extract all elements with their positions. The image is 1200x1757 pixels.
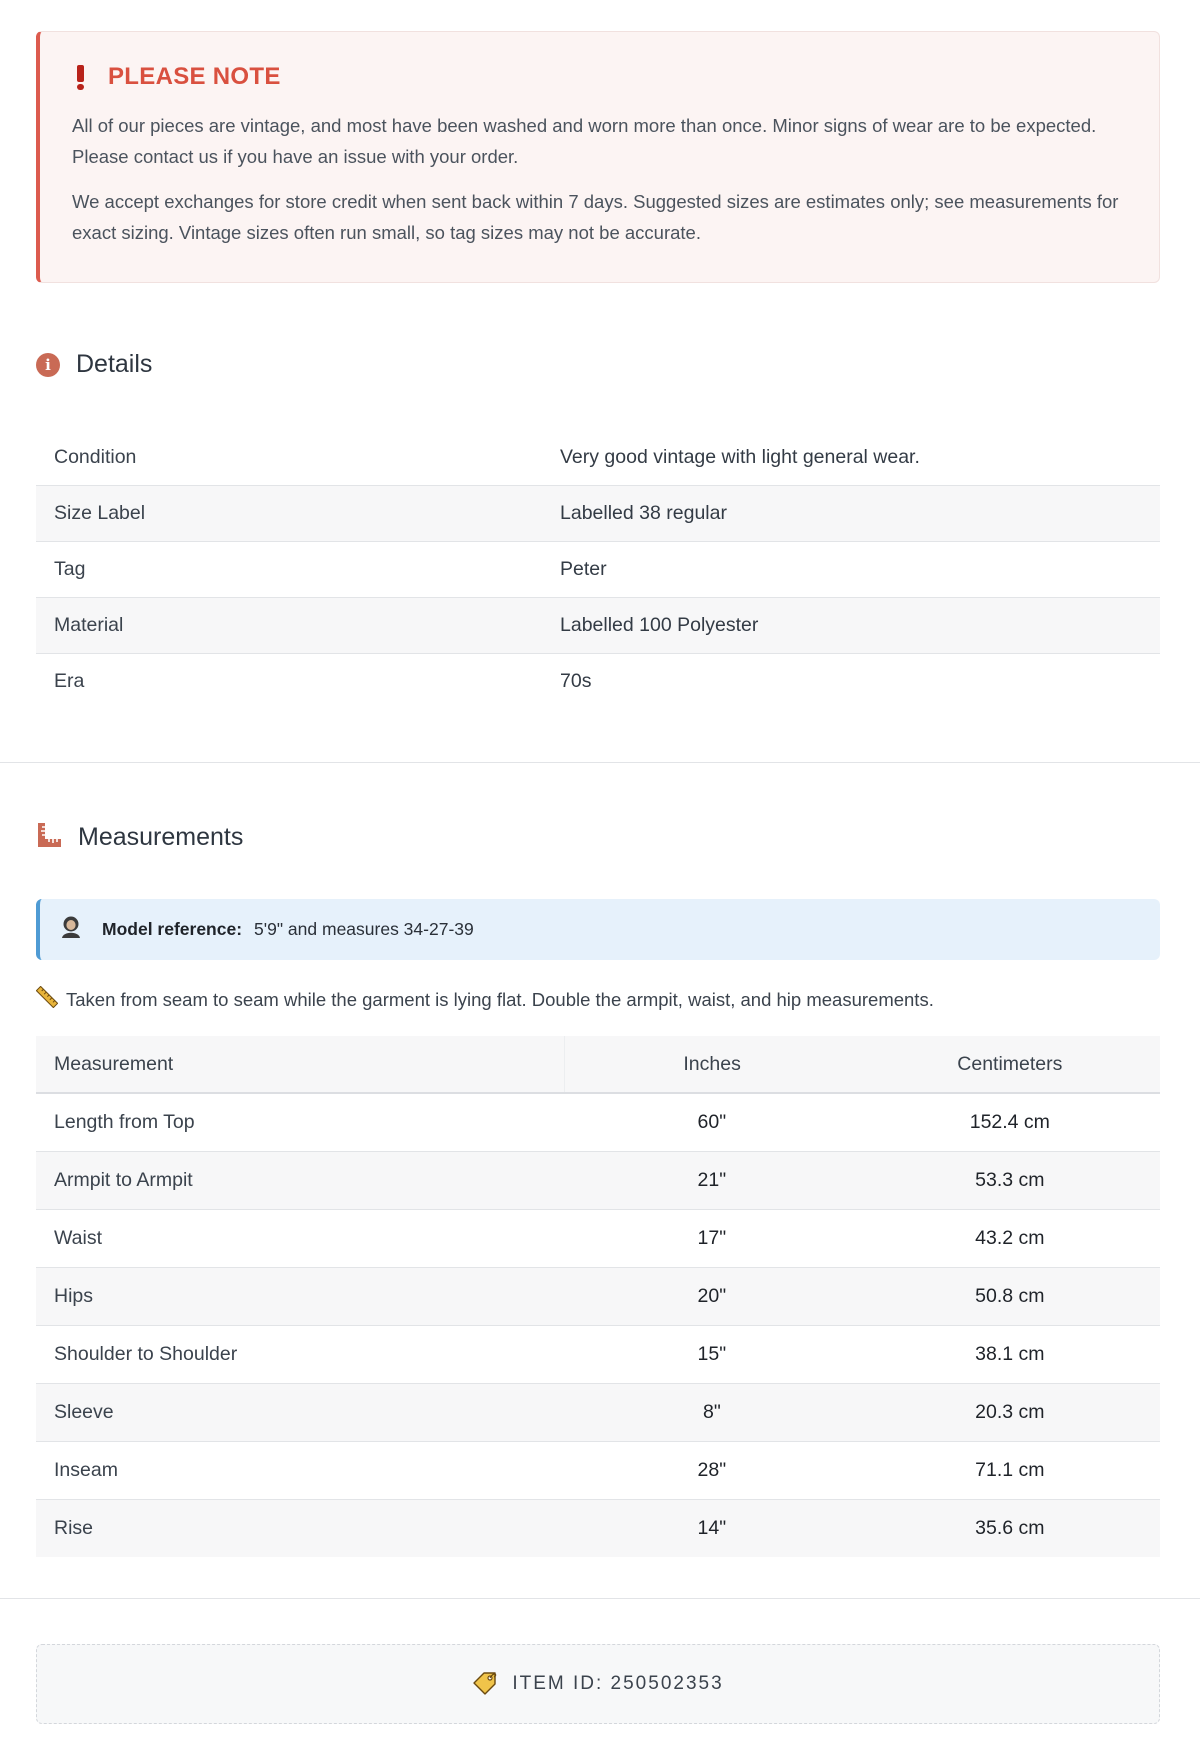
details-heading — [36, 350, 152, 379]
measurement-inches: 15" — [564, 1326, 860, 1384]
table-row — [36, 486, 1160, 542]
table-header-row — [36, 1036, 1160, 1093]
table-row — [36, 598, 1160, 654]
measurement-note-text: Taken from seam to seam while the garment is lying flat. Double the armpit, waist, and hip measurements. — [66, 988, 934, 1010]
measurement-inches: 8" — [564, 1384, 860, 1442]
detail-label: Condition — [54, 446, 137, 468]
measurement-name: Armpit to Armpit — [36, 1152, 564, 1210]
measurement-cm: 20.3 cm — [860, 1384, 1160, 1442]
model-reference-value: 5'9" and measures 34-27-39 — [254, 919, 474, 939]
table-row — [36, 654, 1160, 710]
column-header: Measurement — [36, 1036, 564, 1093]
measurement-cm: 35.6 cm — [860, 1500, 1160, 1558]
section-divider — [0, 762, 1200, 763]
table-row — [36, 1326, 1160, 1384]
info-icon: i — [36, 353, 60, 377]
table-row — [36, 1210, 1160, 1268]
table-row — [36, 1384, 1160, 1442]
table-row — [36, 1093, 1160, 1152]
measurement-cm: 38.1 cm — [860, 1326, 1160, 1384]
measurements-title: Measurements — [78, 823, 244, 851]
measurements-heading — [36, 822, 243, 853]
exclamation-icon — [74, 64, 86, 90]
measurement-note — [36, 986, 934, 1013]
measurements-table — [36, 1036, 1160, 1557]
detail-label: Era — [54, 670, 85, 692]
please-note-box — [36, 31, 1160, 283]
table-row — [36, 1442, 1160, 1500]
note-title: PLEASE NOTE — [108, 63, 281, 90]
column-header: Centimeters — [860, 1036, 1160, 1093]
details-table — [36, 430, 1160, 709]
tag-icon — [472, 1669, 498, 1700]
model-reference-label: Model reference: — [102, 919, 243, 939]
details-title: Details — [76, 350, 153, 378]
pencil-ruler-icon — [36, 986, 58, 1013]
measurement-cm: 53.3 cm — [860, 1152, 1160, 1210]
column-header: Inches — [564, 1036, 860, 1093]
measurement-name: Length from Top — [36, 1093, 564, 1152]
person-icon — [60, 915, 82, 944]
detail-value: Very good vintage with light general wear. — [560, 446, 920, 468]
item-id-box — [36, 1644, 1160, 1724]
table-row — [36, 542, 1160, 598]
measurement-name: Sleeve — [36, 1384, 564, 1442]
measurement-name: Hips — [36, 1268, 564, 1326]
detail-label: Tag — [54, 558, 86, 580]
measurement-cm: 50.8 cm — [860, 1268, 1160, 1326]
measurement-cm: 71.1 cm — [860, 1442, 1160, 1500]
detail-value: Peter — [560, 558, 607, 580]
note-paragraph-1: All of our pieces are vintage, and most have been washed and worn more than once. Minor signs of wear are to be expected. Please contact us if you have an issue with your order. — [72, 115, 1097, 167]
detail-value: Labelled 38 regular — [560, 502, 727, 524]
model-reference-box — [36, 899, 1160, 960]
measurement-name: Inseam — [36, 1442, 564, 1500]
section-divider — [0, 1598, 1200, 1599]
detail-value: 70s — [560, 670, 592, 692]
item-id-text: ITEM ID: 250502353 — [512, 1673, 724, 1694]
measurement-name: Rise — [36, 1500, 564, 1558]
measurement-inches: 17" — [564, 1210, 860, 1268]
measurement-inches: 21" — [564, 1152, 860, 1210]
table-row — [36, 1268, 1160, 1326]
table-row — [36, 1152, 1160, 1210]
detail-label: Material — [54, 614, 124, 636]
measurement-cm: 43.2 cm — [860, 1210, 1160, 1268]
note-paragraph-2: We accept exchanges for store credit when sent back within 7 days. Suggested sizes are estimates only; see measurements for exact sizing. Vintage sizes often run small, so tag sizes may not be accurate. — [72, 191, 1119, 243]
measurement-cm: 152.4 cm — [860, 1093, 1160, 1152]
measurement-name: Shoulder to Shoulder — [36, 1326, 564, 1384]
measurement-inches: 60" — [564, 1093, 860, 1152]
detail-label: Size Label — [54, 502, 146, 524]
table-row — [36, 430, 1160, 486]
measurement-inches: 20" — [564, 1268, 860, 1326]
table-row — [36, 1500, 1160, 1558]
measurement-inches: 28" — [564, 1442, 860, 1500]
note-header — [72, 62, 1127, 92]
detail-value: Labelled 100 Polyester — [560, 614, 759, 636]
measurement-inches: 14" — [564, 1500, 860, 1558]
ruler-icon — [36, 822, 62, 853]
measurement-name: Waist — [36, 1210, 564, 1268]
